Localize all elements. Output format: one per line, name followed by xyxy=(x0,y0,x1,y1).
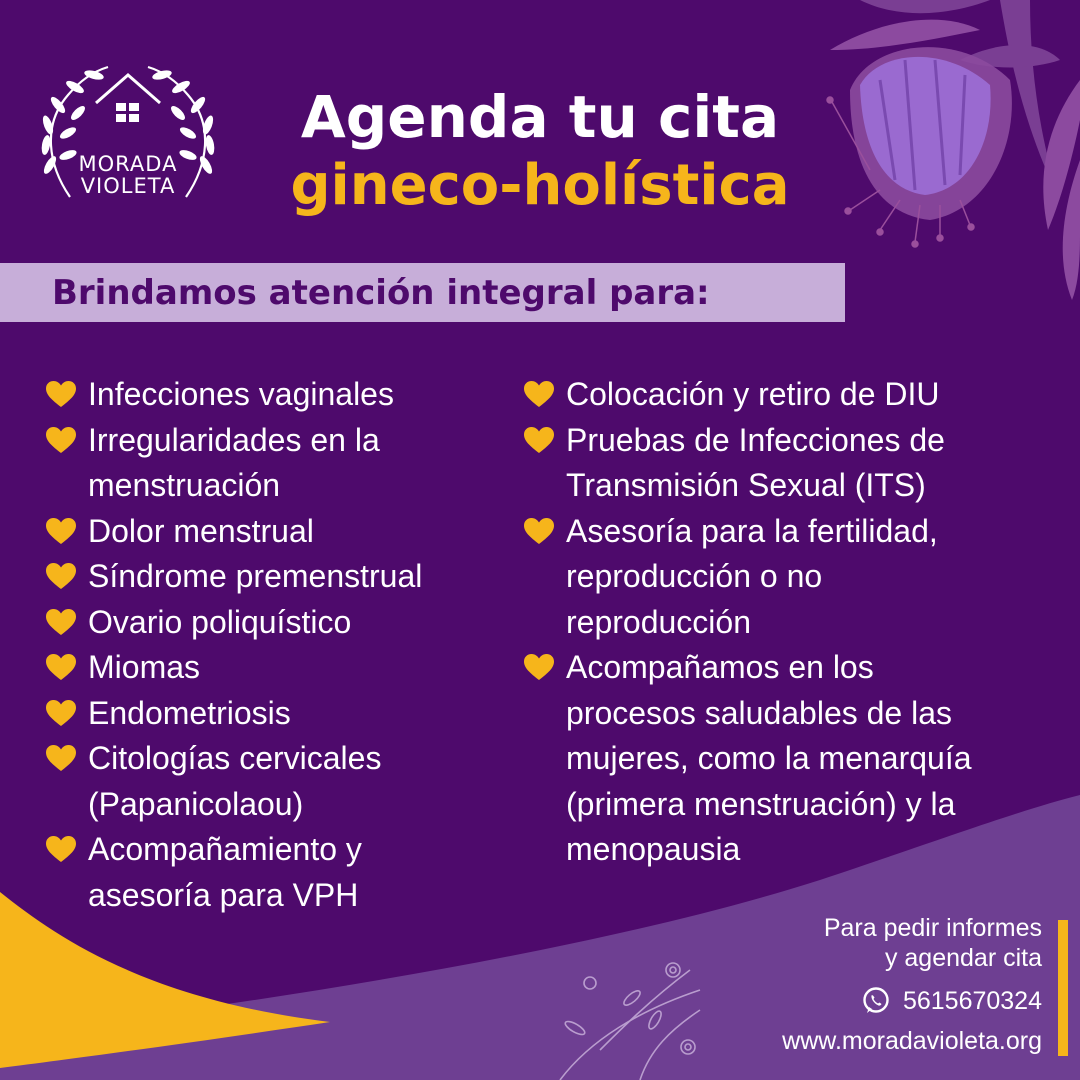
service-label: Endometriosis xyxy=(88,694,291,731)
services-list-right xyxy=(524,372,1044,873)
service-label: Dolor menstrual xyxy=(88,512,314,549)
contact-block xyxy=(702,913,1042,1056)
website-link[interactable]: www.moradavioleta.org xyxy=(782,1027,1042,1055)
service-label: Citologías cervicales (Papanicolaou) xyxy=(88,740,382,822)
list-item xyxy=(46,554,516,600)
heart-icon xyxy=(524,427,554,454)
heart-icon xyxy=(46,745,76,772)
intro-banner xyxy=(0,263,845,322)
headline-line1: Agenda tu cita xyxy=(300,83,780,151)
service-label: Irregularidades en la menstruación xyxy=(88,421,380,503)
list-item xyxy=(524,418,1044,509)
heart-icon xyxy=(46,563,76,590)
list-item xyxy=(46,418,516,509)
heart-icon xyxy=(524,654,554,681)
phone-row[interactable] xyxy=(702,986,1042,1016)
brand-name-line1: MORADA xyxy=(78,152,178,176)
flower-decoration xyxy=(827,0,1080,300)
intro-banner-text: Brindamos atención integral para: xyxy=(52,273,710,313)
brand-name-line2: VIOLETA xyxy=(80,174,176,198)
heart-icon xyxy=(524,518,554,545)
list-item xyxy=(46,827,516,918)
contact-line2: y agendar cita xyxy=(884,944,1042,972)
heart-icon xyxy=(46,427,76,454)
list-item xyxy=(46,691,516,737)
service-label: Asesoría para la fertilidad, reproducción o no reproducción xyxy=(566,512,938,640)
list-item xyxy=(46,509,516,555)
heart-icon xyxy=(46,836,76,863)
service-label: Pruebas de Infecciones de Transmisión Sexual (ITS) xyxy=(566,421,945,503)
phone-number[interactable]: 5615670324 xyxy=(902,987,1042,1015)
service-label: Ovario poliquístico xyxy=(88,603,352,640)
list-item xyxy=(46,645,516,691)
service-label: Miomas xyxy=(88,649,201,685)
service-label: Acompañamos en los procesos saludables de las mujeres, como la menarquía (primera menstruación) y la menopausia xyxy=(566,649,972,867)
heart-icon xyxy=(46,381,76,408)
list-item xyxy=(46,372,516,418)
heart-icon xyxy=(46,609,76,636)
list-item xyxy=(524,372,1044,418)
headline-line2: gineco-holística xyxy=(290,153,790,218)
brand-logo xyxy=(28,55,228,205)
service-label: Síndrome premenstrual xyxy=(88,558,423,594)
heart-icon xyxy=(524,381,554,408)
list-item xyxy=(524,645,1044,873)
heart-icon xyxy=(46,518,76,545)
list-item xyxy=(524,509,1044,646)
whatsapp-icon xyxy=(861,986,891,1016)
service-label: Infecciones vaginales xyxy=(88,376,394,412)
service-label: Acompañamiento y asesoría para VPH xyxy=(88,831,362,913)
contact-accent-bar xyxy=(1058,920,1068,1056)
services-list-left xyxy=(46,372,516,918)
list-item xyxy=(46,736,516,827)
heart-icon xyxy=(46,654,76,681)
contact-line1: Para pedir informes xyxy=(823,914,1042,942)
list-item xyxy=(46,600,516,646)
service-label: Colocación y retiro de DIU xyxy=(566,376,940,412)
heart-icon xyxy=(46,700,76,727)
